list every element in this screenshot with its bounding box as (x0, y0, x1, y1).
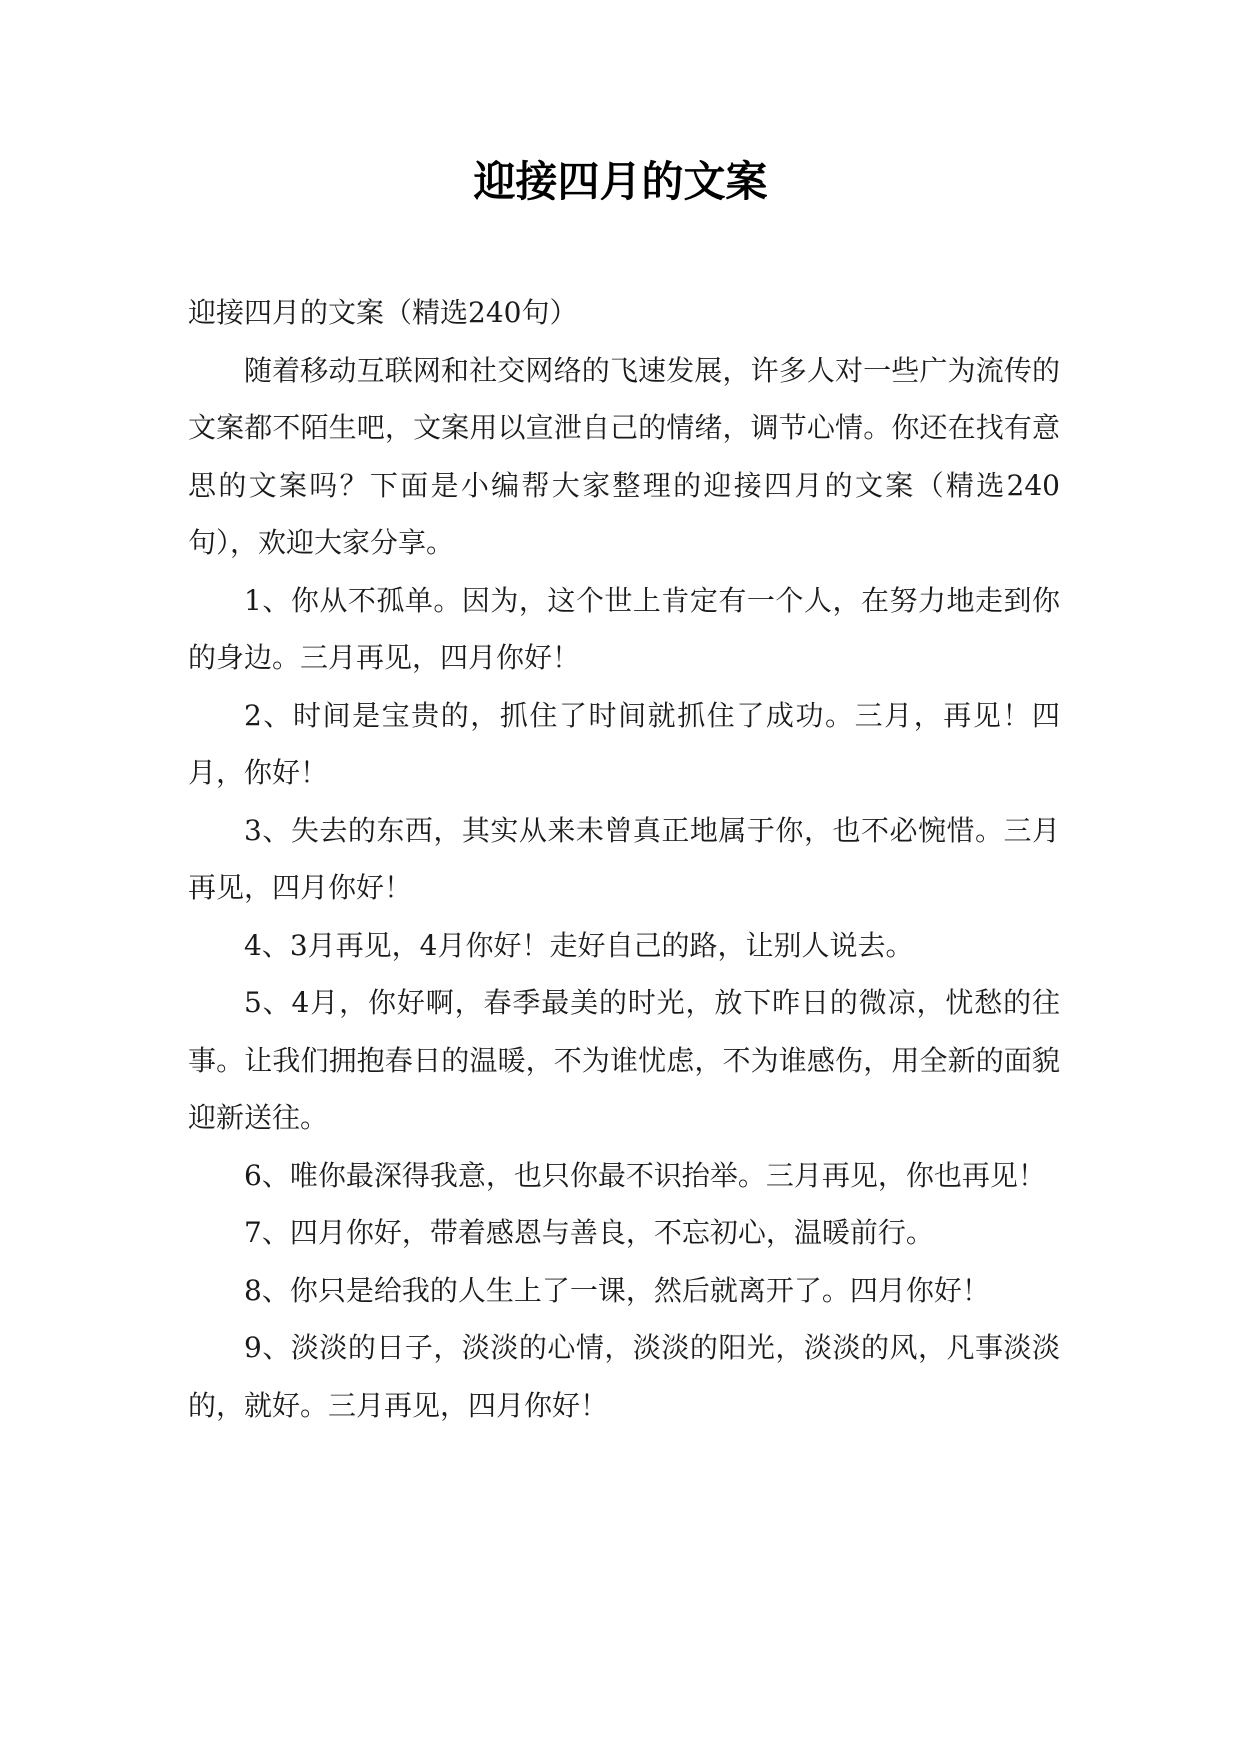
list-item: 6、唯你最深得我意，也只你最不识抬举。三月再见，你也再见！ (244, 1158, 1046, 1192)
list-item: 5、4月，你好啊，春季最美的时光，放下昨日的微凉，忧愁的往事。让我们拥抱春日的温暖，不为谁忧虑，不为谁感伤，用全新的面貌迎新送往。 (188, 986, 1060, 1134)
list-item: 3、失去的东西，其实从来未曾真正地属于你，也不必惋惜。三月再见，四月你好！ (188, 813, 1060, 904)
document-subtitle: 迎接四月的文案（精选240句） (188, 296, 578, 329)
document-title: 迎接四月的文案 (473, 157, 768, 206)
list-item: 4、3月再见，4月你好！走好自己的路，让别人说去。 (244, 928, 914, 962)
document-body (188, 284, 1060, 1434)
intro-paragraph: 随着移动互联网和社交网络的飞速发展，许多人对一些广为流传的文案都不陌生吧，文案用以宣泄自己的情绪，调节心情。你还在找有意思的文案吗？下面是小编帮大家整理的迎接四月的文案（精选240句），欢迎大家分享。 (188, 353, 1060, 559)
list-item: 8、你只是给我的人生上了一课，然后就离开了。四月你好！ (244, 1273, 990, 1307)
list-item: 2、时间是宝贵的，抓住了时间就抓住了成功。三月，再见！四月，你好！ (188, 698, 1060, 789)
list-item: 9、淡淡的日子，淡淡的心情，淡淡的阳光，淡淡的风，凡事淡淡的，就好。三月再见，四月你好！ (188, 1331, 1060, 1422)
list-item: 7、四月你好，带着感恩与善良，不忘初心，温暖前行。 (244, 1216, 934, 1249)
list-item: 1、你从不孤单。因为，这个世上肯定有一个人，在努力地走到你的身边。三月再见，四月你好！ (188, 583, 1060, 674)
